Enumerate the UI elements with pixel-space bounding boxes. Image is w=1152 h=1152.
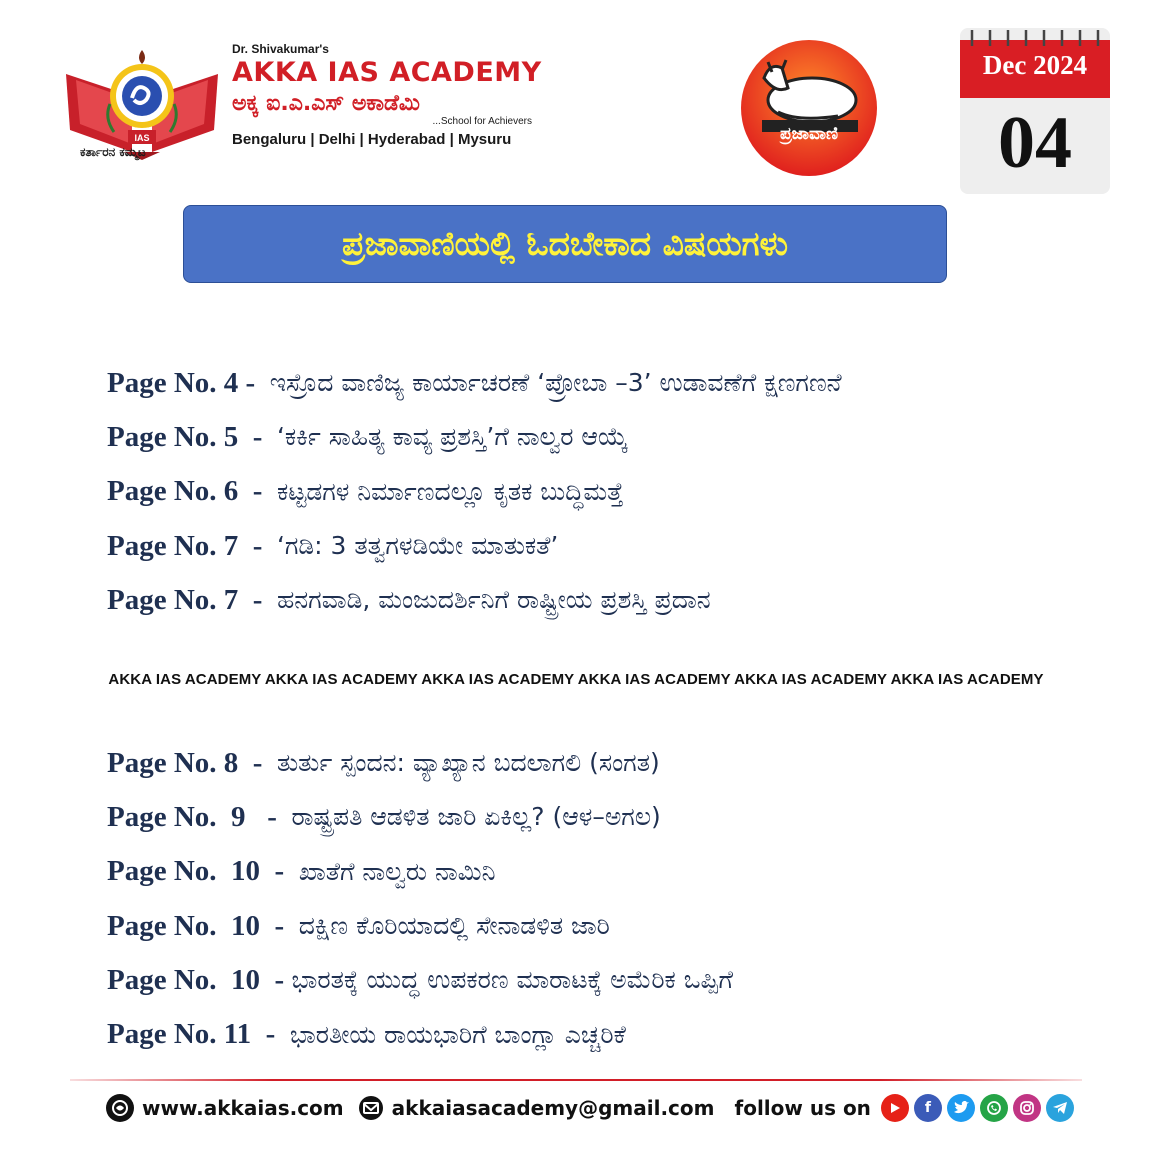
- mail-icon: [358, 1095, 384, 1121]
- website-link[interactable]: www.akkaias.com: [142, 1096, 344, 1120]
- article-row: [107, 736, 733, 790]
- article-row: [107, 790, 733, 844]
- youtube-icon[interactable]: [881, 1094, 909, 1122]
- prajavani-label: ಪ್ರಜಾವಾಣಿ: [779, 124, 839, 144]
- article-row: [107, 1007, 733, 1061]
- article-title: ತುರ್ತು ಸ್ಪಂದನ: ವ್ಯಾಖ್ಯಾನ ಬದಲಾಗಲಿ (ಸಂಗತ): [276, 748, 660, 778]
- article-title: ದಕ್ಷಿಣ ಕೊರಿಯಾದಲ್ಲಿ ಸೇನಾಡಳಿತ ಜಾರಿ: [298, 911, 610, 941]
- page-number: Page No. 7 -: [107, 529, 277, 562]
- title-banner: [183, 205, 947, 283]
- globe-icon: [106, 1094, 134, 1122]
- article-row: [107, 465, 842, 519]
- page-number: Page No. 7 -: [107, 583, 277, 616]
- divider-watermark: AKKA IAS ACADEMY AKKA IAS ACADEMY AKKA IAS ACADEMY AKKA IAS ACADEMY AKKA IAS ACADEMY AKKA IAS ACADEMY: [108, 671, 1044, 688]
- article-row: [107, 356, 842, 410]
- brand-block: [232, 42, 562, 148]
- email-link[interactable]: akkaiasacademy@gmail.com: [391, 1096, 715, 1120]
- page-number: Page No. 5 -: [107, 420, 277, 453]
- page-number: Page No. 10 -: [107, 909, 299, 942]
- logo-caption: ಕರ್ತಾರನ ಕಮ್ಮಟ: [80, 145, 146, 159]
- article-title: ಹನಗವಾಡಿ, ಮಂಜುದರ್ಶಿನಿಗೆ ರಾಷ್ಟ್ರೀಯ ಪ್ರಶಸ್ತಿ ಪ್ರದಾನ: [276, 585, 711, 615]
- article-title: ಖಾತೆಗೆ ನಾಲ್ವರು ನಾಮಿನಿ: [298, 856, 496, 886]
- banner-title: ಪ್ರಜಾವಾಣಿಯಲ್ಲಿ ಓದಬೇಕಾದ ವಿಷಯಗಳು: [342, 224, 788, 263]
- article-title: ಕಟ್ಟಡಗಳ ನಿರ್ಮಾಣದಲ್ಲೂ ಕೃತಕ ಬುದ್ಧಿಮತ್ತೆ: [276, 476, 624, 506]
- article-list-top: [107, 356, 842, 627]
- brand-name-kannada: ಅಕ್ಕ ಐ.ಎ.ಎಸ್ ಅಕಾಡೆಮಿ: [232, 91, 420, 116]
- page-number: Page No. 4 -: [107, 366, 270, 399]
- telegram-icon[interactable]: [1046, 1094, 1074, 1122]
- article-row: [107, 953, 733, 1007]
- calendar-month: Dec 2024: [982, 50, 1088, 80]
- article-row: [107, 573, 842, 627]
- footer-divider: [70, 1079, 1082, 1081]
- whatsapp-icon[interactable]: [980, 1094, 1008, 1122]
- follow-label: follow us on: [734, 1096, 871, 1120]
- brand-subtitle: Dr. Shivakumar's: [232, 42, 329, 56]
- article-title: ಇಸ್ರೊದ ವಾಣಿಜ್ಯ ಕಾರ್ಯಾಚರಣೆ ‘ಪ್ರೋಬಾ –3’ ಉಡಾವಣೆಗೆ ಕ್ಷಣಗಣನೆ: [269, 368, 842, 398]
- article-row: [107, 899, 733, 953]
- article-list-bottom: [107, 736, 733, 1062]
- page-number: Page No. 8 -: [107, 746, 277, 779]
- logo-badge: IAS: [134, 133, 150, 143]
- footer: [106, 1091, 1079, 1125]
- article-title: ರಾಷ್ಟ್ರಪತಿ ಆಡಳಿತ ಜಾರಿ ಏಕಿಲ್ಲ? (ಆಳ–ಅಗಲ): [291, 802, 661, 832]
- facebook-icon[interactable]: f: [914, 1094, 942, 1122]
- article-row: [107, 410, 842, 464]
- date-calendar: [960, 28, 1110, 194]
- page-number: Page No. 6 -: [107, 475, 277, 508]
- article-title: ಭಾರತೀಯ ರಾಯಭಾರಿಗೆ ಬಾಂಗ್ಲಾ ಎಚ್ಚರಿಕೆ: [289, 1019, 626, 1049]
- page-number: Page No. 9 -: [107, 800, 292, 833]
- article-row: [107, 845, 733, 899]
- brand-name: AKKA IAS ACADEMY: [232, 57, 542, 88]
- brand-cities: Bengaluru | Delhi | Hyderabad | Mysuru: [232, 131, 512, 148]
- brand-tagline: ...School for Achievers: [432, 116, 532, 127]
- article-row: [107, 519, 842, 573]
- page-number: Page No. 10 -: [107, 963, 292, 996]
- article-title: ‘ಗಡಿ: 3 ತತ್ವಗಳಡಿಯೇ ಮಾತುಕತೆ’: [276, 531, 559, 561]
- twitter-icon[interactable]: [947, 1094, 975, 1122]
- page-number: Page No. 11 -: [107, 1018, 290, 1051]
- instagram-icon[interactable]: [1013, 1094, 1041, 1122]
- page-number: Page No. 10 -: [107, 855, 299, 888]
- calendar-day: 04: [998, 102, 1072, 184]
- prajavani-logo-icon: [734, 38, 884, 178]
- article-title: ‘ಕರ್ಕಿ ಸಾಹಿತ್ಯ ಕಾವ್ಯ ಪ್ರಶಸ್ತಿ’ಗೆ ನಾಲ್ವರ ಆಯ್ಕೆ: [276, 422, 629, 452]
- article-title: ಭಾರತಕ್ಕೆ ಯುದ್ಧ ಉಪಕರಣ ಮಾರಾಟಕ್ಕೆ ಅಮೆರಿಕ ಒಪ್ಪಿಗೆ: [291, 965, 734, 995]
